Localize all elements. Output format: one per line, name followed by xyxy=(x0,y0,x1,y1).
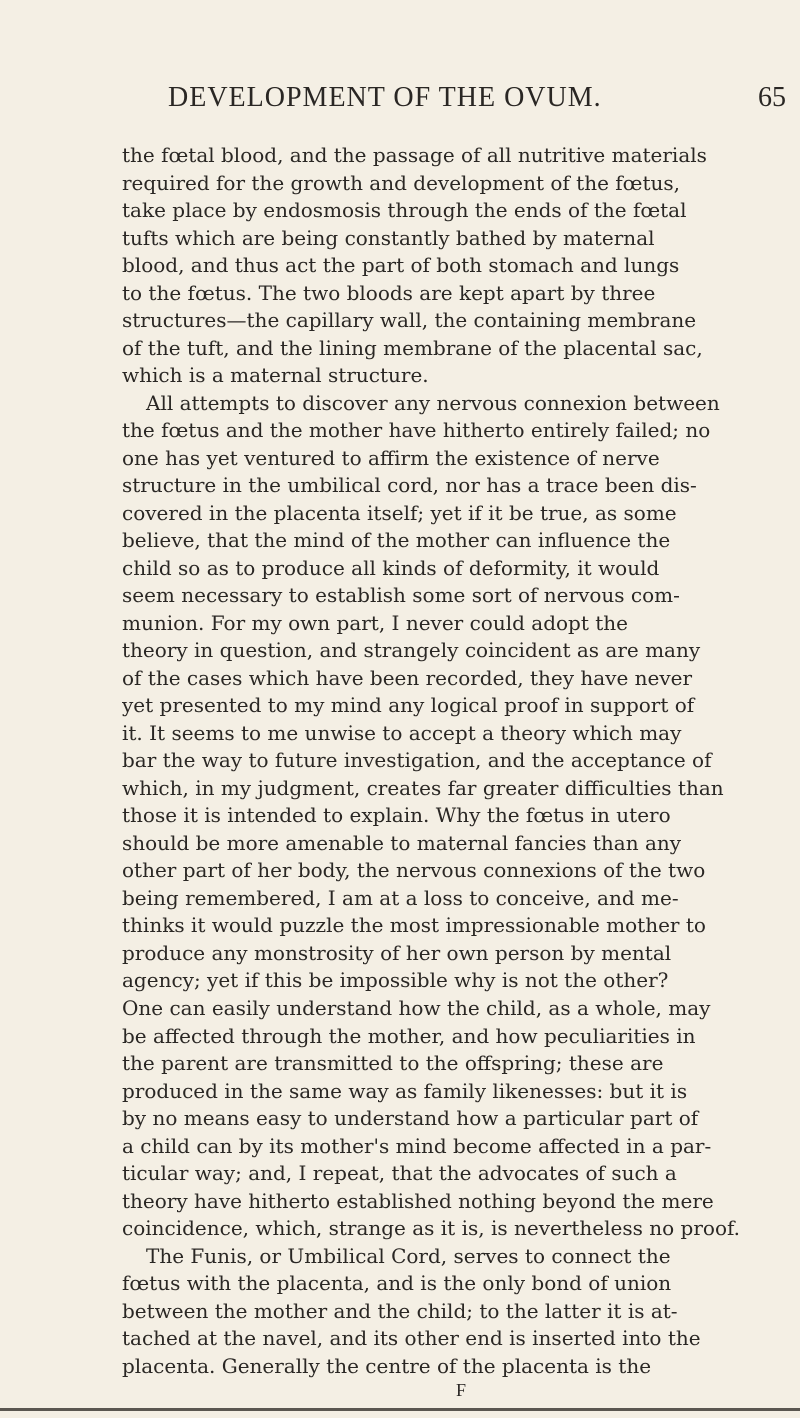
text-line: the fœtus and the mother have hitherto entirely failed; no xyxy=(122,418,711,443)
text-line: to the fœtus. The two bloods are kept apart by three xyxy=(122,280,656,305)
text-line: yet presented to my mind any logical proof in support of xyxy=(122,693,695,718)
text-line: ticular way; and, I repeat, that the advocates of such a xyxy=(122,1161,677,1186)
text-line: tufts which are being constantly bathed by maternal xyxy=(122,225,655,250)
text-line: structures—the capillary wall, the containing membrane xyxy=(122,308,697,333)
text-line: between the mother and the child; to the latter it is at- xyxy=(122,1298,678,1323)
text-line: it. It seems to me unwise to accept a theory which may xyxy=(122,720,682,745)
body-text xyxy=(122,142,796,1380)
text-line: those it is intended to explain. Why the fœtus in utero xyxy=(122,803,671,828)
text-line: of the tuft, and the lining membrane of the placental sac, xyxy=(122,335,703,360)
text-line: produce any monstrosity of her own person by mental xyxy=(122,940,672,965)
paragraph-start-line: The Funis, or Umbilical Cord, serves to connect the xyxy=(146,1243,671,1268)
text-line: placenta. Generally the centre of the placenta is the xyxy=(122,1353,652,1378)
page-number: 65 xyxy=(758,82,786,113)
text-line: blood, and thus act the part of both stomach and lungs xyxy=(122,253,680,278)
text-line: a child can by its mother's mind become affected in a par- xyxy=(122,1133,712,1158)
text-line: which is a maternal structure. xyxy=(122,363,429,388)
text-line: produced in the same way as family likenesses: but it is xyxy=(122,1078,688,1103)
text-line: which, in my judgment, creates far greater difficulties than xyxy=(122,775,724,800)
text-line: child so as to produce all kinds of deformity, it would xyxy=(122,555,660,580)
page-edge-line xyxy=(0,1408,800,1411)
text-line: theory have hitherto established nothing beyond the mere xyxy=(122,1188,714,1213)
text-line: be affected through the mother, and how peculiarities in xyxy=(122,1023,696,1048)
text-line: required for the growth and development of the fœtus, xyxy=(122,170,680,195)
text-line: the fœtal blood, and the passage of all nutritive materials xyxy=(122,143,707,167)
text-line: fœtus with the placenta, and is the only bond of union xyxy=(122,1271,672,1296)
text-line: covered in the placenta itself; yet if it be true, as some xyxy=(122,500,677,525)
text-line: munion. For my own part, I never could adopt the xyxy=(122,610,628,635)
text-line: take place by endosmosis through the ends of the fœtal xyxy=(122,198,687,223)
text-line: the parent are transmitted to the offspring; these are xyxy=(122,1051,664,1076)
text-line: structure in the umbilical cord, nor has a trace been dis- xyxy=(122,473,697,498)
text-line: of the cases which have been recorded, they have never xyxy=(122,665,693,690)
text-line: being remembered, I am at a loss to conceive, and me- xyxy=(122,885,679,910)
text-line: bar the way to future investigation, and the acceptance of xyxy=(122,748,712,773)
text-line: theory in question, and strangely coincident as are many xyxy=(122,638,701,663)
text-line: by no means easy to understand how a particular part of xyxy=(122,1106,699,1131)
text-line: tached at the navel, and its other end is inserted into the xyxy=(122,1326,701,1351)
text-line: one has yet ventured to affirm the existence of nerve xyxy=(122,445,660,470)
text-line: thinks it would puzzle the most impressionable mother to xyxy=(122,913,706,938)
text-line: coincidence, which, strange as it is, is nevertheless no proof. xyxy=(122,1216,741,1241)
signature-mark: F xyxy=(456,1380,467,1400)
paragraph-start-line: All attempts to discover any nervous connexion between xyxy=(146,390,720,415)
text-line: believe, that the mind of the mother can influence the xyxy=(122,528,671,553)
text-line: other part of her body, the nervous connexions of the two xyxy=(122,858,706,883)
text-line: should be more amenable to maternal fancies than any xyxy=(122,830,682,855)
text-line: seem necessary to establish some sort of nervous com- xyxy=(122,583,680,608)
running-title: DEVELOPMENT OF THE OVUM. xyxy=(168,82,602,113)
text-line: agency; yet if this be impossible why is not the other? xyxy=(122,968,669,993)
running-header xyxy=(128,82,786,114)
text-line: One can easily understand how the child, as a whole, may xyxy=(122,995,711,1020)
